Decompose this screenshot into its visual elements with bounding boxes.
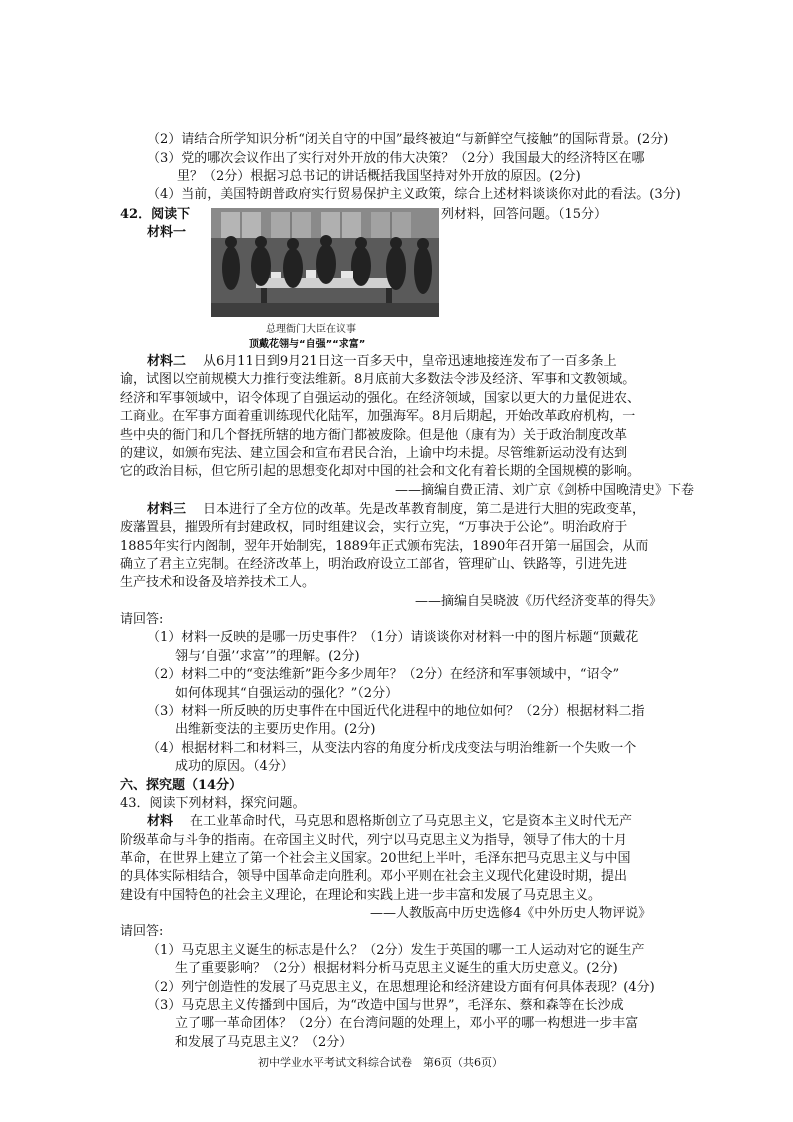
q43-material-label: 材料	[147, 814, 174, 829]
material-3-line: 废藩置县，摧毁所有封建政权，同时组建议会，实行立宪，“万事决于公论”。明治政府于	[120, 520, 628, 535]
material-2-line: 的建议，如颁布宪法、建立国会和宣布君民合治，上谕中均未提。尽管维新运动没有达到	[120, 446, 628, 461]
q43-material-line: 革命，在世界上建立了第一个社会主义国家。20世纪上半叶，毛泽东把马克思主义与中国	[120, 851, 631, 866]
material-3-line: 日本进行了全方位的改革。先是改革教育制度，第二是进行大胆的宪政变革，	[203, 502, 646, 517]
material-3-source: ——摘编自吴晓波《历代经济变革的得失》	[415, 594, 663, 609]
q42-lead-a: 42．阅读下	[120, 207, 191, 222]
q43-ask: 请回答:	[120, 924, 164, 939]
q42-answer-line: 翎与‘自强’‘求富’”的理解。(2分)	[175, 649, 360, 664]
q43-material-source: ——人教版高中历史选修4《中外历史人物评说》	[370, 906, 652, 921]
material-2-line: 从6月11日到9月21日这一百多天中，皇帝迅速地接连发布了一百多条上	[203, 354, 617, 369]
q43-answer-line: （1）马克思主义诞生的标志是什么？（2分）发生于英国的哪一工人运动对它的诞生产	[147, 943, 645, 958]
q41-line-3: 里？（2分）根据习总书记的讲话概括我国坚持对外开放的原因。(2分)	[177, 169, 581, 184]
q42-answer-line: （3）材料一所反映的历史事件在中国近代化进程中的地位如何？（2分）根据材料二指	[147, 704, 645, 719]
material-2-line: 它的政治目标，但它所引起的思想变化却对中国的社会和文化有着长期的全国规模的影响。	[120, 464, 641, 479]
q43-answer-line: 生了重要影响？（2分）根据材料分析马克思主义诞生的重大历史意义。(2分)	[175, 961, 618, 976]
zongli-yamen-illustration	[211, 208, 439, 317]
q42-answer-line: 出维新变法的主要历史作用。(2分)	[175, 722, 376, 737]
q42-lead-b: 列材料，回答问题。（15分）	[441, 207, 608, 222]
q42-answer-line: 成功的原因。（4分）	[175, 759, 294, 774]
q43-answer-line: 和发展了马克思主义？（2分）	[175, 1035, 353, 1050]
material-3-line: 确立了君主立宪制。在经济改革上，明治政府设立工部省，管理矿山、铁路等，引进先进	[120, 557, 628, 572]
q43-material-line: 阶级革命与斗争的指南。在帝国主义时代，列宁以马克思主义为指导，领导了伟大的十月	[120, 833, 628, 848]
q41-line-4: （4）当前，美国特朗普政府实行贸易保护主义政策，综合上述材料谈谈你对此的看法。(3分)	[147, 187, 681, 202]
material-2-source: ——摘编自费正清、刘广京《剑桥中国晚清史》下卷	[395, 483, 695, 498]
material-2-line: 谕，试图以空前规模大力推行变法维新。8月底前大多数法令涉及经济、军事和文教领域。	[120, 372, 636, 387]
illustration-caption: 总理衙门大臣在议事	[266, 324, 356, 335]
material-2-line: 经济和军事领域中，诏令体现了自强运动的强化。在经济领域，国家以更大的力量促进农、	[120, 391, 641, 406]
material-2-line: 工商业。在军事方面着重训练现代化陆军，加强海军。8月后期起，开始改革政府机构，一	[120, 409, 636, 424]
q41-line-2: （3）党的哪次会议作出了实行对外开放的伟大决策？（2分）我国最大的经济特区在哪	[147, 151, 645, 166]
q43-answer-line: （2）列宁创造性的发展了马克思主义，在思想理论和经济建设方面有何具体表现？(4分)	[147, 980, 655, 995]
illustration-title: 顶戴花翎与“自强”“求富”	[249, 339, 366, 350]
q43-material-line: 建设有中国特色的社会主义理论，在理论和实践上进一步丰富和发展了马克思主义。	[120, 888, 602, 903]
material-3-line: 生产技术和设备及培养技术工人。	[120, 575, 316, 590]
material-1-label: 材料一	[147, 225, 187, 240]
q41-line-1: （2）请结合所学知识分析“闭关自守的中国”最终被迫“与新鲜空气接触”的国际背景。(2分)	[147, 132, 669, 147]
q42-answer-line: （1）材料一反映的是哪一历史事件？（1分）请谈谈你对材料一中的图片标题“顶戴花	[147, 630, 639, 645]
q42-ask: 请回答:	[120, 612, 164, 627]
q43-answer-line: （3）马克思主义传播到中国后，为“改造中国与世界”，毛泽东、蔡和森等在长沙成	[147, 998, 624, 1013]
q43-material-line: 的具体实际相结合，领导中国革命走向胜利。邓小平则在社会主义现代化建设时期，提出	[120, 869, 628, 884]
q42-answer-line: 如何体现其“自强运动的强化？”（2分）	[175, 686, 399, 701]
page-footer: 初中学业水平考试文科综合试卷 第6页（共6页）	[258, 1056, 503, 1069]
material-3-label: 材料三	[147, 502, 187, 517]
q43-answer-line: 立了哪一革命团体？（2分）在台湾问题的处理上，邓小平的哪一构想进一步丰富	[175, 1016, 639, 1031]
q43-lead: 43．阅读下列材料，探究问题。	[120, 796, 306, 811]
section-6-title: 六、探究题（14分）	[120, 778, 243, 793]
q42-answer-line: （4）根据材料二和材料三，从变法内容的角度分析戊戌变法与明治维新一个失败一个	[147, 741, 637, 756]
material-3-line: 1885年实行内阁制，翌年开始制宪，1889年正式颁布宪法，1890年召开第一届国会，从而	[120, 539, 649, 554]
material-2-line: 些中央的衙门和几个督抚所辖的地方衙门都被废除。但是他（康有为）关于政治制度改革	[120, 428, 628, 443]
q43-material-line: 在工业革命时代，马克思和恩格斯创立了马克思主义，它是资本主义时代无产	[190, 814, 633, 829]
material-2-label: 材料二	[147, 354, 187, 369]
q42-answer-line: （2）材料二中的“变法维新”距今多少周年？（2分）在经济和军事领域中，“诏令”	[147, 667, 620, 682]
